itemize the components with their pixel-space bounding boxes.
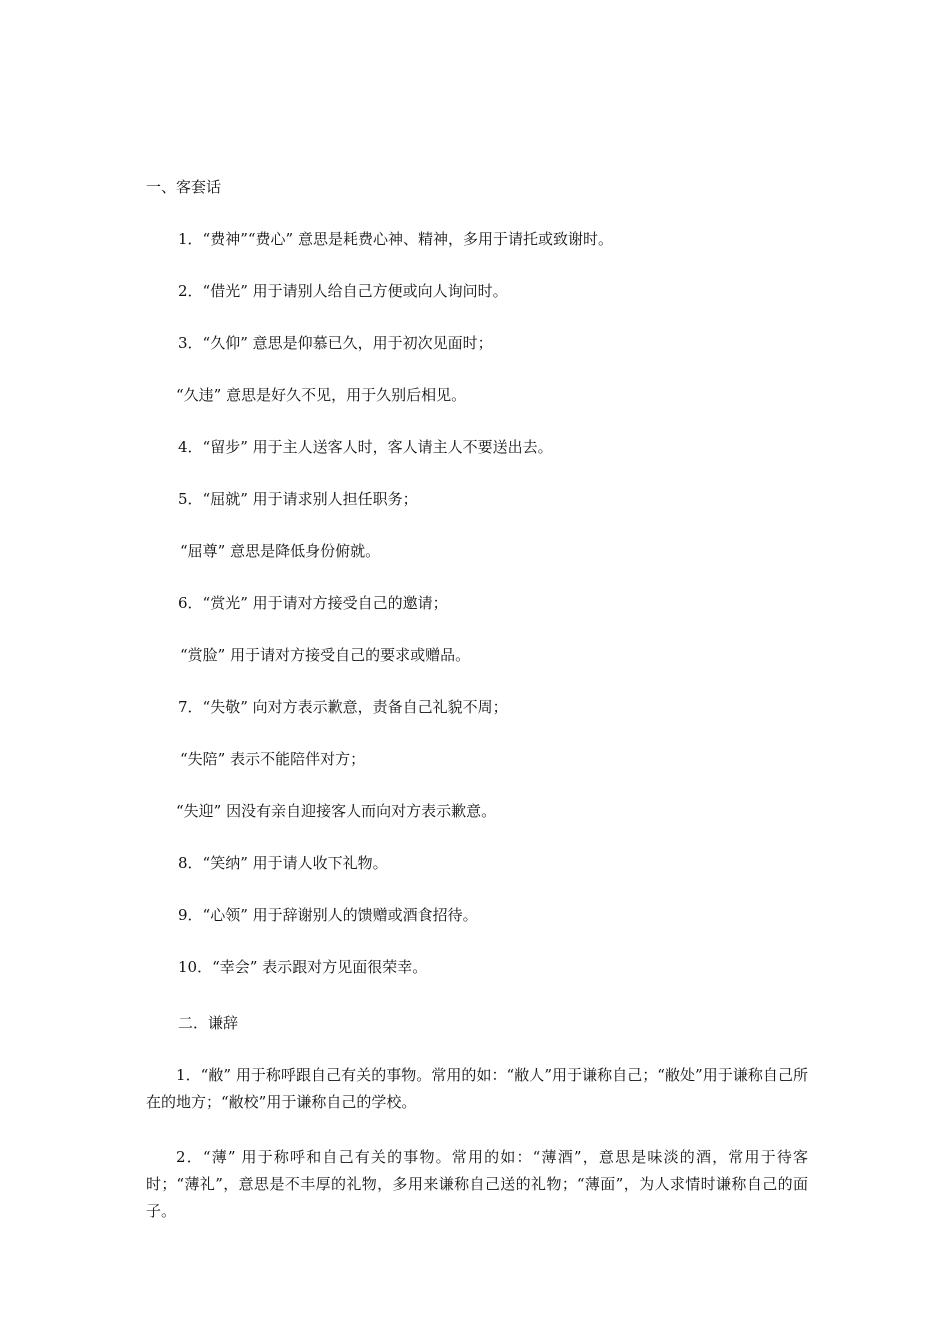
section-heading-courtesy: 一、客套话 — [146, 178, 222, 196]
list-item: 7．“失敬” 向对方表示歉意，责备自己礼貌不周； — [178, 698, 508, 716]
list-item: “失陪” 表示不能陪伴对方； — [180, 750, 366, 768]
list-item: 6．“赏光” 用于请对方接受自己的邀请； — [178, 594, 448, 612]
list-item: “久违” 意思是好久不见，用于久别后相见。 — [176, 386, 467, 404]
list-item: 5．“屈就” 用于请求别人担任职务； — [178, 490, 418, 508]
list-item: “赏脸” 用于请对方接受自己的要求或赠品。 — [180, 646, 471, 664]
list-item: 3．“久仰” 意思是仰慕已久，用于初次见面时； — [178, 334, 493, 352]
paragraph: 2．“薄” 用于称呼和自己有关的事物。常用的如：“薄酒”，意思是味淡的酒，常用于待客时；“薄礼”，意思是不丰厚的礼物，多用来谦称自己送的礼物；“薄面”，为人求情时谦称自己的面子。 — [146, 1148, 808, 1220]
section-heading-modest: 二．谦辞 — [178, 1014, 239, 1032]
list-item: “屈尊” 意思是降低身份俯就。 — [180, 542, 381, 560]
list-item: 4．“留步” 用于主人送客人时，客人请主人不要送出去。 — [178, 438, 553, 456]
list-item: 9．“心领” 用于辞谢别人的馈赠或酒食招待。 — [178, 906, 478, 924]
list-item: 10．“幸会” 表示跟对方见面很荣幸。 — [178, 958, 428, 976]
list-item: 8．“笑纳” 用于请人收下礼物。 — [178, 854, 388, 872]
list-item: 1．“费神”“费心” 意思是耗费心神、精神，多用于请托或致谢时。 — [178, 230, 613, 248]
list-item: “失迎” 因没有亲自迎接客人而向对方表示歉意。 — [176, 802, 497, 820]
paragraph: 1．“敝” 用于称呼跟自己有关的事物。常用的如：“敝人”用于谦称自己；“敝处”用于谦称自己所在的地方；“敝校”用于谦称自己的学校。 — [146, 1066, 808, 1111]
list-item: 2．“借光” 用于请别人给自己方便或向人询问时。 — [178, 282, 508, 300]
